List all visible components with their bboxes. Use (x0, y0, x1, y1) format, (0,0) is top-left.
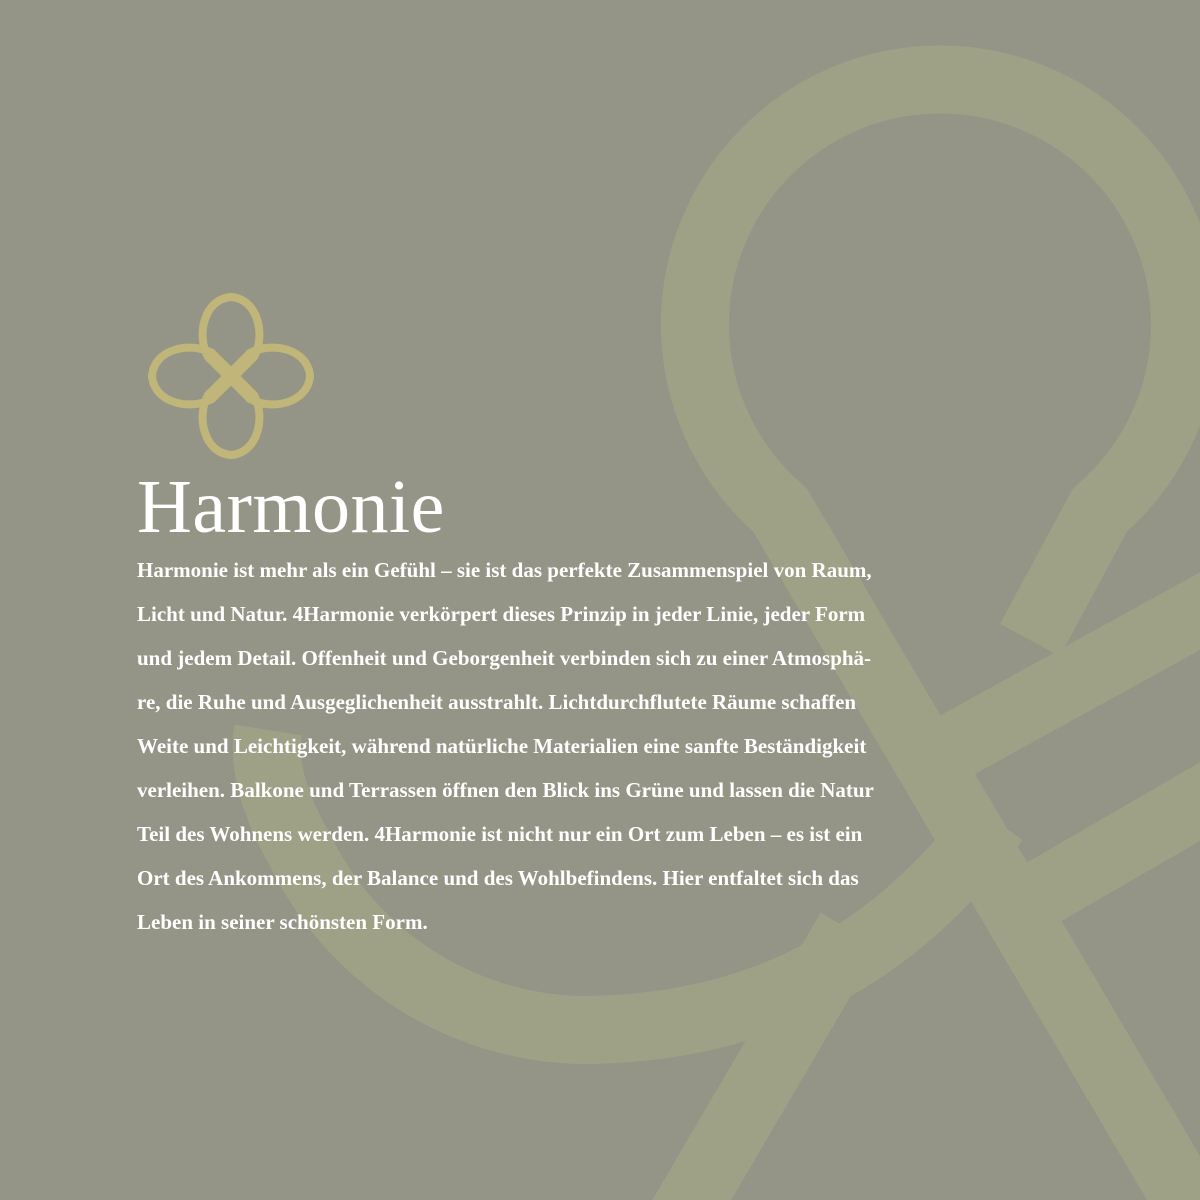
body-paragraph (137, 548, 947, 944)
body-line: und jedem Detail. Offenheit und Geborgenheit verbinden sich zu einer Atmosphä- (137, 646, 872, 670)
body-line: Ort des Ankommens, der Balance und des Wohlbefindens. Hier entfaltet sich das (137, 866, 859, 890)
ornament-lower-right-arm (1030, 790, 1200, 900)
body-line: verleihen. Balkone und Terrassen öffnen den Blick ins Grüne und lassen die Natur (137, 778, 874, 802)
page-title: Harmonie (137, 465, 445, 549)
body-line: Leben in seiner schönsten Form. (137, 910, 428, 934)
body-line: re, die Ruhe und Ausgeglichenheit ausstrahlt. Lichtdurchflutete Räume schaffen (137, 690, 857, 714)
four-loop-knot-icon (146, 291, 316, 461)
body-line: Weite und Leichtigkeit, während natürliche Materialien eine sanfte Beständigkeit (137, 734, 867, 758)
body-line: Teil des Wohnens werden. 4Harmonie ist nicht nur ein Ort zum Leben – es ist ein (137, 822, 863, 846)
body-line: Licht und Natur. 4Harmonie verkörpert dieses Prinzip in jeder Linie, jeder Form (137, 602, 866, 626)
body-line: Harmonie ist mehr als ein Gefühl – sie ist das perfekte Zusammenspiel von Raum, (137, 558, 872, 582)
